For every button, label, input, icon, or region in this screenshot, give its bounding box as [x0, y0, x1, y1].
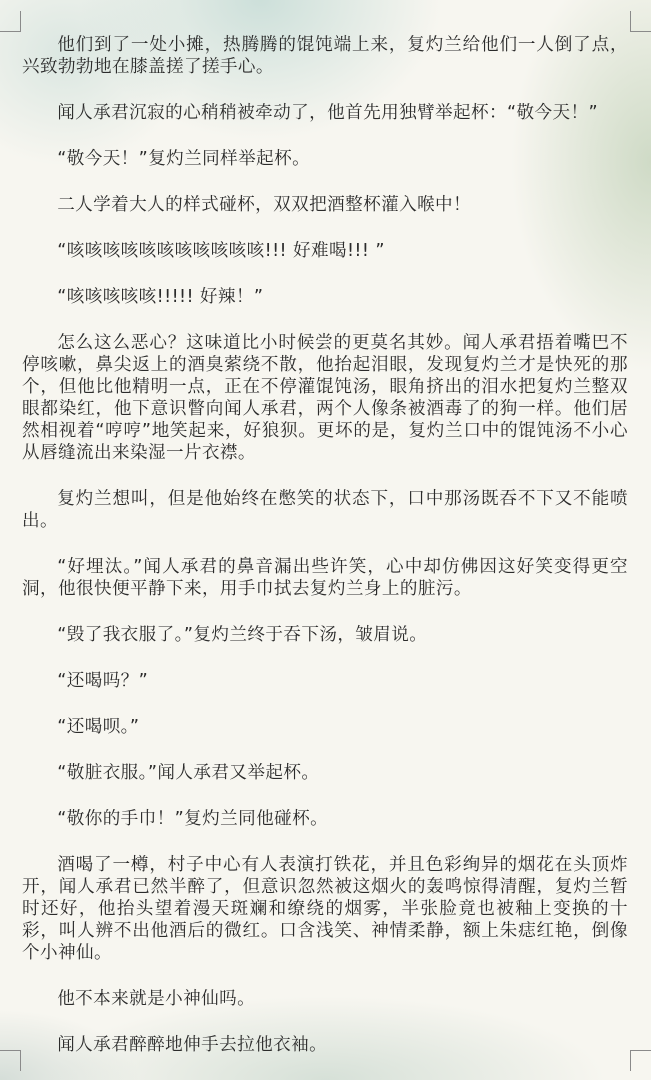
- paragraph: 二人学着大人的样式碰杯，双双把酒整杯灌入喉中！: [57, 195, 472, 215]
- paragraph: “还喝吗？”: [57, 671, 149, 691]
- paragraph: “好埋汰。”闻人承君的鼻音漏出些许笑，心中却仿佛因这好笑变得更空洞，他很快便平静下来，用手巾拭去复灼兰身上的脏污。: [22, 557, 628, 599]
- paragraph: 复灼兰想叫，但是他始终在憋笑的状态下，口中那汤既吞不下又不能喷出。: [22, 489, 628, 531]
- paragraph: 闻人承君醉醉地伸手去拉他衣袖。: [57, 1035, 328, 1055]
- paragraph: “敬脏衣服。”闻人承君又举起杯。: [57, 763, 320, 783]
- paragraph: 他不本来就是小神仙吗。: [57, 989, 256, 1009]
- paragraph: “毁了我衣服了。”复灼兰终于吞下汤，皱眉说。: [57, 625, 428, 645]
- page-corner-mark-top-left: [0, 11, 21, 32]
- page-corner-mark-bottom-left: [0, 1050, 21, 1071]
- paragraph: “敬今天！”复灼兰同样举起杯。: [57, 149, 311, 169]
- paragraph: 他们到了一处小摊，热腾腾的馄饨端上来，复灼兰给他们一人倒了点，兴致勃勃地在膝盖搓了搓手心。: [22, 35, 628, 77]
- page-corner-mark-bottom-right: [630, 1050, 651, 1071]
- paragraph: “敬你的手巾！”复灼兰同他碰杯。: [57, 809, 329, 829]
- paragraph: “咳咳咳咳咳!!!!! 好辣！”: [57, 287, 264, 307]
- paragraph: 酒喝了一樽，村子中心有人表演打铁花，并且色彩绚异的烟花在头顶炸开，闻人承君已然半醉了，但意识忽然被这烟火的轰鸣惊得清醒，复灼兰暂时还好，他抬头望着漫天斑斓和缭绕的烟雾，半张脸竟也被釉上变换的十彩，叫人辨不出他酒后的微红。口含浅笑、神情柔静，额上朱痣红艳，倒像个小神仙。: [22, 855, 628, 963]
- paragraph: “咳咳咳咳咳咳咳咳咳咳咳!!! 好难喝!!! ”: [57, 241, 385, 261]
- page-corner-mark-top-right: [630, 11, 651, 32]
- paragraph: 怎么这么恶心？这味道比小时候尝的更莫名其妙。闻人承君捂着嘴巴不停咳嗽，鼻尖返上的酒臭萦绕不散，他抬起泪眼，发现复灼兰才是快死的那个，但他比他精明一点，正在不停灌馄饨汤，眼角挤出的泪水把复灼兰整双眼都染红，他下意识瞥向闻人承君，两个人像条被酒毒了的狗一样。他们居然相视着“哼哼”地笑起来，好狼狈。更坏的是，复灼兰口中的馄饨汤不小心从唇缝流出来染湿一片衣襟。: [22, 333, 628, 463]
- paragraph: 闻人承君沉寂的心稍稍被牵动了，他首先用独臂举起杯：“敬今天！”: [57, 103, 599, 123]
- paragraph: “还喝呗。”: [57, 717, 140, 737]
- reader-page-body: [22, 34, 628, 1080]
